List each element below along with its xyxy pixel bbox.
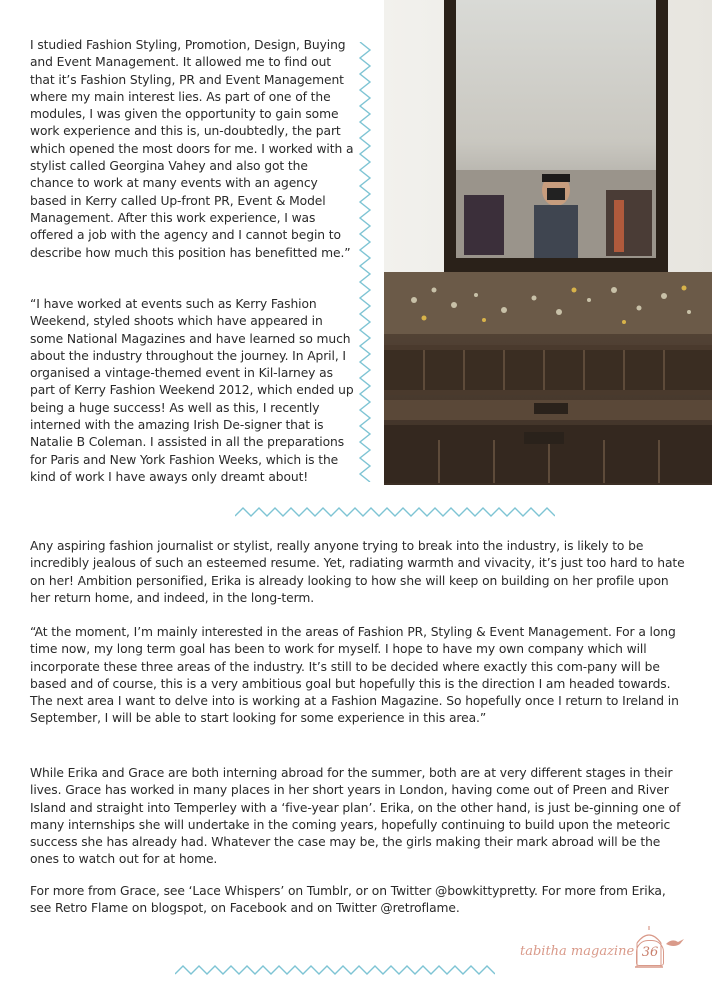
zigzag-divider-vertical bbox=[357, 42, 373, 482]
article-paragraph-6: For more from Grace, see ‘Lace Whispers’ on Tumblr, or on Twitter @bowkittypretty. For more from Erika, see Retro Flame on blogspot, on Facebook and on Twitter @retroflame. bbox=[30, 884, 666, 916]
article-paragraph-1: I studied Fashion Styling, Promotion, Design, Buying and Event Management. It allowed me to find out that it’s Fashion Styling, PR and Event Management where my main interest lies. As part of one of the modules, I was given the opportunity to gain some work experience and this is, un-doubtedly, the part which opened the most doors for me. I worked with a stylist called Georgina Vahey and also got the chance to work at many events with an agency based in Kerry called Up-front PR, Event & Model Management. After this work experience, I was offered a job with the agency and I cannot begin to describe how much this position has benefitted me.” bbox=[30, 38, 354, 260]
magazine-name: tabitha magazine bbox=[520, 944, 635, 959]
page-number: 36 bbox=[636, 940, 664, 966]
article-paragraph-3: Any aspiring fashion journalist or stylist, really anyone trying to break into the industry, is likely to be incredibly jealous of such an esteemed resume. Yet, radiating warmth and vivacity, it’s just too hard to hate on her! Ambition personified, Erika is already looking to how she will keep on building on her profile upon her return home, and indeed, in the long-term. bbox=[30, 539, 685, 605]
article-paragraph-5: While Erika and Grace are both interning abroad for the summer, both are at very different stages in their lives. Grace has worked in many places in her short years in London, having come out of Preen and River Island and straight into Temperley with a ‘five-year plan’. Erika, on the other hand, is just be-ginning one of many internships she will undertake in the coming years, hopefully continuing to build upon the meteoric success she has already had. Whatever the case may be, the girls making their mark abroad will be the ones to watch out for at home. bbox=[30, 766, 681, 867]
zigzag-divider-horizontal-top bbox=[235, 506, 555, 518]
bird-icon bbox=[664, 936, 686, 950]
photo-mirror-jewelry-display bbox=[384, 0, 712, 485]
zigzag-divider-horizontal-bottom bbox=[175, 964, 495, 976]
article-paragraph-2: “I have worked at events such as Kerry Fashion Weekend, styled shoots which have appeared in some National Magazines and have learned so much about the industry throughout the journey. In April, I organised a vintage-themed event in Kil-larney as part of Kerry Fashion Weekend 2012, which ended up being a huge success! As well as this, I recently interned with the amazing Irish De-signer that is Natalie B Coleman. I assisted in all the preparations for Paris and New York Fashion Weeks, which is the kind of work I have aways only dreamt about! bbox=[30, 297, 354, 484]
article-paragraph-4: “At the moment, I’m mainly interested in the areas of Fashion PR, Styling & Event Management. For a long time now, my long term goal has been to work for myself. I hope to have my own company which will incorporate these three areas of the industry. It’s still to be decided where exactly this com-pany will be based and of course, this is a very ambitious goal but hopefully this is the direction I am headed towards. The next area I want to delve into is working at a Fashion Magazine. So hopefully once I return to Ireland in September, I will be able to start looking for some experience in this area.” bbox=[30, 625, 679, 726]
photo-illustration bbox=[384, 0, 712, 485]
